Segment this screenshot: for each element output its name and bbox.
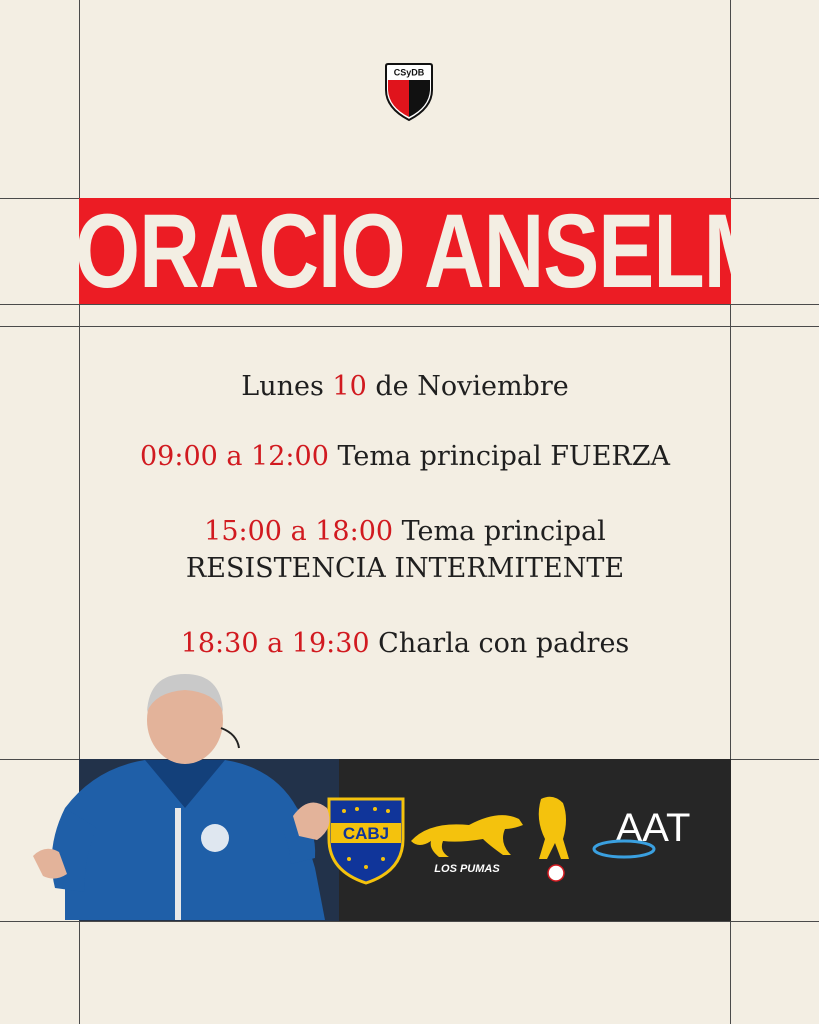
session-3 (79, 628, 731, 660)
date-month: de Noviembre (366, 371, 569, 402)
aat-text: AAT (615, 806, 691, 850)
los-pumas-logo (411, 815, 523, 875)
session-1 (79, 441, 731, 473)
boca-juniors-logo (329, 799, 403, 883)
session-2 (79, 516, 731, 548)
session-2-text2: RESISTENCIA INTERMITENTE (185, 553, 625, 584)
session-2-line2 (79, 553, 731, 585)
aat-logo (594, 806, 690, 857)
session-2-time: 15:00 a 18:00 (204, 516, 394, 547)
session-2-text: Tema principal (393, 516, 606, 547)
date-weekday: Lunes (241, 371, 333, 402)
session-3-time: 18:30 a 19:30 (180, 628, 370, 659)
session-1-time: 09:00 a 12:00 (139, 441, 329, 472)
coach-photo (25, 668, 335, 928)
grid-line-3 (0, 326, 819, 327)
session-3-text: Charla con padres (369, 628, 630, 659)
date-day: 10 (332, 371, 367, 402)
pumas-text: LOS PUMAS (434, 863, 500, 875)
session-1-text: Tema principal FUERZA (328, 441, 670, 472)
page-title: HORACIO ANSELMI (15, 191, 795, 310)
crest-text: CSyDB (393, 67, 425, 78)
jaguar-logo (539, 797, 569, 881)
title-banner (15, 191, 795, 310)
boca-text: CABJ (342, 824, 390, 843)
date-line (79, 371, 731, 403)
club-crest-logo (384, 62, 434, 122)
